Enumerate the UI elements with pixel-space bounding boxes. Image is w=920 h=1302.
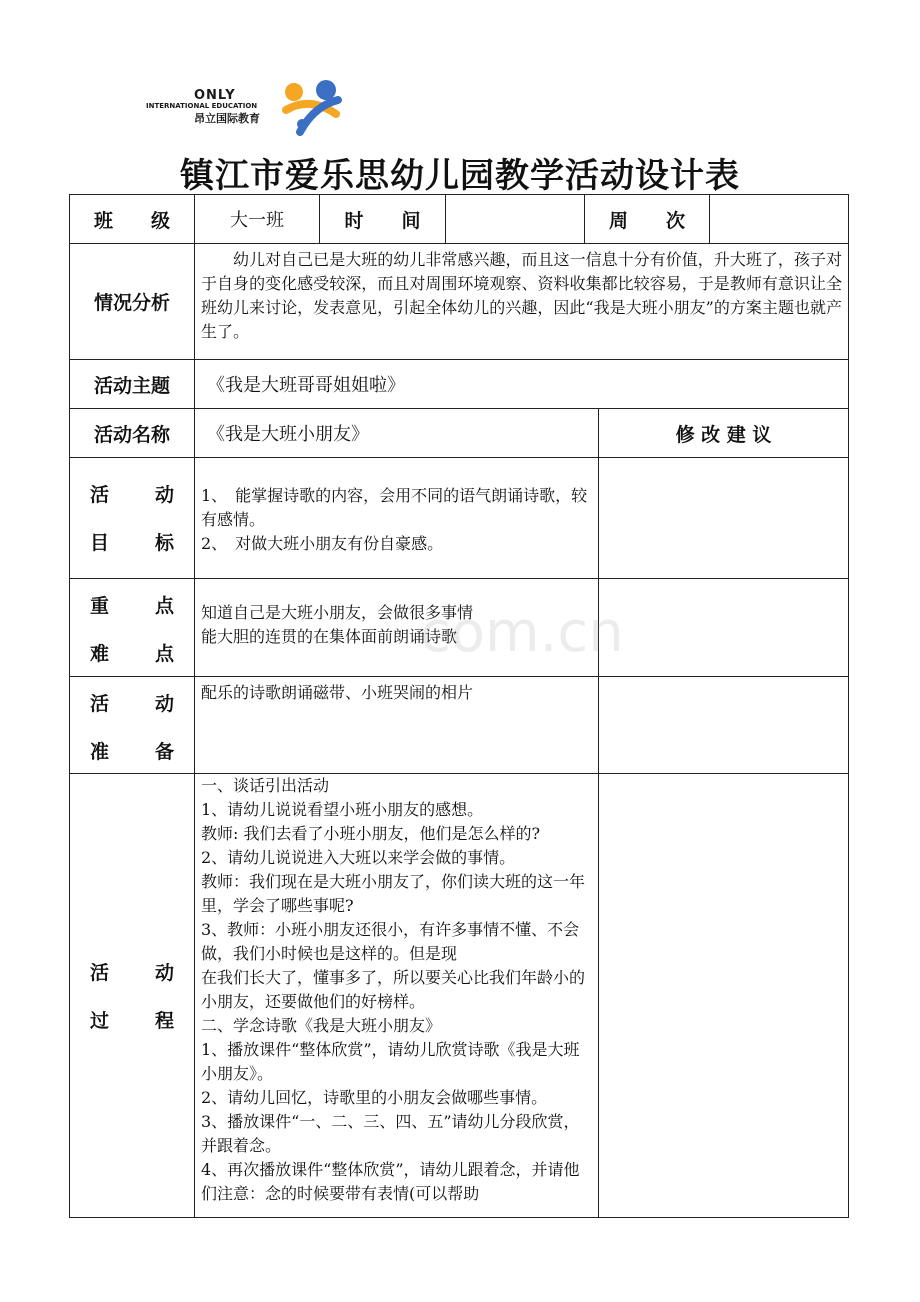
process-line: 一、谈话引出活动	[201, 776, 330, 795]
time-value	[445, 194, 585, 244]
process-line: 1、请幼儿说说看望小班小朋友的感想。	[201, 800, 484, 819]
logo-subtitle: INTERNATIONAL EDUCATION	[146, 102, 258, 110]
goal-item-1: 1、 能掌握诗歌的内容，会用不同的语气朗诵诗歌，较有感情。	[201, 486, 588, 529]
goal-suggestion	[598, 457, 849, 579]
class-value: 大一班	[194, 194, 320, 244]
suggestion-header: 修 改 建 议	[598, 408, 849, 458]
goal-text	[194, 457, 599, 579]
goal-item-2: 2、 对做大班小朋友有份自豪感。	[201, 534, 444, 553]
logo-mark-icon	[280, 76, 344, 136]
process-line: 2、请幼儿说说进入大班以来学会做的事情。	[201, 848, 516, 867]
process-line: 1、播放课件“整体欣赏”，请幼儿欣赏诗歌《我是大班小朋友》。	[201, 1040, 580, 1083]
process-text	[194, 773, 599, 1218]
key-points-text	[194, 578, 599, 677]
process-line: 在我们长大了，懂事多了，所以要关心比我们年龄小的小朋友，还要做他们的好榜样。	[201, 968, 586, 1011]
key-points-suggestion	[598, 578, 849, 677]
situation-text: 幼儿对自己已是大班的幼儿非常感兴趣，而且这一信息十分有价值，升大班了，孩子对于自身的变化感受较深，而且对周围环境观察、资料收集都比较容易，于是教师有意识让全班幼儿来讨论，发表意见，引起全体幼儿的兴趣，因此“我是大班小朋友”的方案主题也就产生了。	[194, 243, 849, 360]
watermark: com.cn	[420, 600, 624, 665]
name-value: 《我是大班小朋友》	[194, 408, 599, 458]
preparation-text: 配乐的诗歌朗诵磁带、小班哭闹的相片	[194, 676, 599, 774]
logo-brand: ONLY	[194, 88, 236, 103]
goal-label: 活 动 目 标	[69, 457, 195, 579]
key-point-1: 知道自己是大班小朋友，会做很多事情	[201, 603, 474, 622]
preparation-label: 活 动 准 备	[69, 676, 195, 774]
process-line: 3、教师：小班小朋友还很小，有许多事情不懂、不会做，我们小时候也是这样的。但是现	[201, 920, 580, 963]
key-points-label: 重 点 难 点	[69, 578, 195, 677]
process-line: 教师：我们现在是大班小朋友了，你们读大班的这一年里，学会了哪些事呢?	[201, 872, 586, 915]
process-line: 3、播放课件“一、二、三、四、五”请幼儿分段欣赏，并跟着念。	[201, 1112, 580, 1155]
situation-label: 情况分析	[69, 243, 195, 360]
name-label: 活动名称	[69, 408, 195, 458]
page-title: 镇江市爱乐思幼儿园教学活动设计表	[180, 156, 740, 196]
theme-label: 活动主题	[69, 359, 195, 409]
process-line: 教师: 我们去看了小班小朋友，他们是怎么样的?	[201, 824, 541, 843]
theme-value: 《我是大班哥哥姐姐啦》	[194, 359, 849, 409]
week-label: 周 次	[584, 194, 710, 244]
activity-design-table	[69, 194, 849, 1218]
logo-chinese-name: 昂立国际教育	[194, 112, 260, 125]
preparation-suggestion	[598, 676, 849, 774]
process-line: 4、再次播放课件“整体欣赏”，请幼儿跟着念，并请他们注意：念的时候要带有表情(可以帮助	[201, 1160, 580, 1203]
logo	[146, 76, 346, 136]
process-label: 活 动 过 程	[69, 773, 195, 1218]
time-label: 时 间	[319, 194, 446, 244]
process-line: 二、学念诗歌《我是大班小朋友》	[201, 1016, 442, 1035]
key-point-2: 能大胆的连贯的在集体面前朗诵诗歌	[201, 627, 458, 646]
process-suggestion	[598, 773, 849, 1218]
class-label: 班 级	[69, 194, 195, 244]
process-line: 2、请幼儿回忆，诗歌里的小朋友会做哪些事情。	[201, 1088, 548, 1107]
week-value	[709, 194, 849, 244]
